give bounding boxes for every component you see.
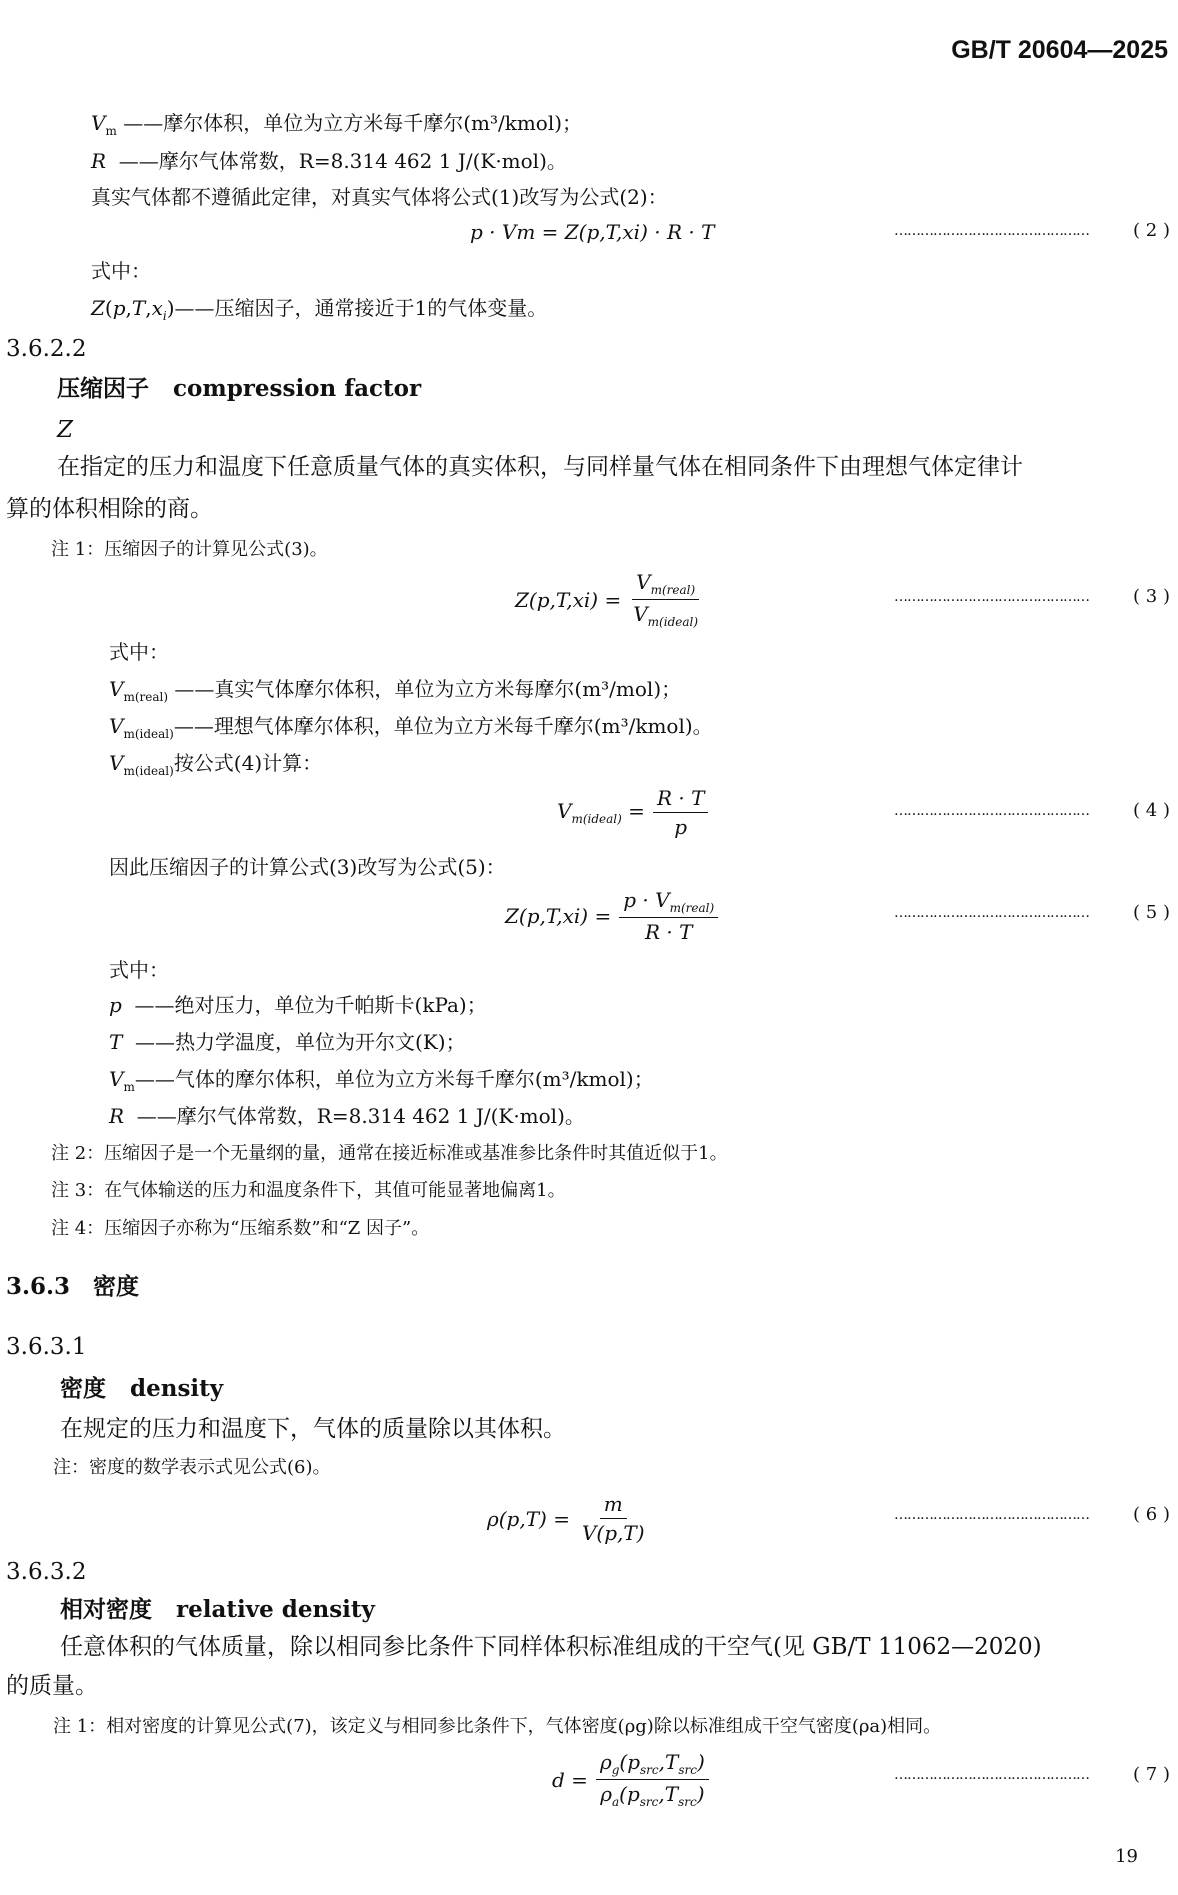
- dot-leader: ………………………………………: [894, 802, 1089, 819]
- symbol-def-vm: $V_m——$气体的摩尔体积，单位为立方米每千摩尔(m³/kmol)；: [109, 1067, 654, 1094]
- note: 注 3：在气体输送的压力和温度条件下，其值可能显著地偏离1。: [51, 1180, 566, 1201]
- equation-denominator: V(p,T): [581, 1521, 645, 1545]
- symbol-def-vm: $V_m$ ——摩尔体积，单位为立方米每千摩尔(m³/kmol)；: [91, 111, 583, 138]
- note: 注：密度的数学表示式见公式(6)。: [53, 1457, 331, 1478]
- section-number: 3.6.3.2: [6, 1559, 87, 1585]
- term-heading: 密度 density: [60, 1375, 224, 1402]
- equation-number: ( 5 ): [1133, 902, 1170, 923]
- equation-number: ( 7 ): [1133, 1764, 1170, 1785]
- definition-cont: 的质量。: [6, 1673, 98, 1699]
- document-id: GB/T 20604—2025: [951, 36, 1168, 64]
- equation-4: $V_{m(ideal)}$ = $\frac{R \cdot T}{p}$: [557, 786, 708, 839]
- symbol-def-vm-ideal: $V_{m(ideal)}——$理想气体摩尔体积，单位为立方米每千摩尔(m³/kmol)。: [109, 714, 713, 741]
- equation-lhs: Z(p,T,xi) =: [515, 587, 622, 612]
- note: 注 1：压缩因子的计算见公式(3)。: [51, 539, 328, 560]
- paragraph: $V_{m(ideal)}$按公式(4)计算：: [109, 751, 323, 778]
- equation-number: ( 6 ): [1133, 1504, 1170, 1525]
- symbol-def-z: $Z(p,T,x_i)——$压缩因子，通常接近于1的气体变量。: [91, 296, 548, 323]
- equation-5-number: [894, 902, 1170, 923]
- definition: 在规定的压力和温度下，气体的质量除以其体积。: [60, 1416, 566, 1442]
- term-heading: 相对密度 relative density: [60, 1596, 375, 1623]
- equation-7: d = $\frac{\rho_g(p_{src},T_{src})}{\rho_a(p_{src},T_{src})}$: [552, 1750, 709, 1809]
- symbol-def-p: p ——绝对压力，单位为千帕斯卡(kPa)；: [109, 993, 487, 1017]
- section-number: 3.6.3.1: [6, 1334, 87, 1360]
- where-label: 式中：: [109, 640, 169, 664]
- symbol-def-r: R ——摩尔气体常数，R=8.314 462 1 J/(K·mol)。: [109, 1104, 585, 1128]
- where-label: 式中：: [109, 958, 169, 982]
- equation-7-number: [894, 1764, 1170, 1785]
- equation-4-number: [894, 800, 1170, 821]
- definition: 任意体积的气体质量，除以相同参比条件下同样体积标准组成的干空气(见 GB/T 11062—2020): [60, 1634, 1042, 1660]
- text: 摩尔气体常数，R=8.314 462 1 J/(K·mol)。: [158, 149, 567, 173]
- equation-lhs: p · Vm: [470, 220, 536, 244]
- term-symbol: Z: [57, 417, 73, 443]
- dot-leader: ………………………………………: [894, 1766, 1089, 1783]
- definition-cont: 算的体积相除的商。: [6, 496, 213, 522]
- equation-rhs: = Z(p,T,xi) · R · T: [541, 220, 715, 244]
- text: 摩尔体积，单位为立方米每千摩尔(m³/kmol)；: [163, 111, 583, 135]
- equation-3-number: [894, 586, 1170, 607]
- note: 注 4：压缩因子亦称为“压缩系数”和“Z 因子”。: [51, 1218, 430, 1239]
- dot-leader: ………………………………………: [894, 222, 1089, 239]
- dot-leader: ………………………………………: [894, 1506, 1089, 1523]
- equation-3: Z(p,T,xi) = $\frac{V_{m(real)}}{V_{m(ideal)}}$: [515, 570, 699, 629]
- term-heading: 压缩因子 compression factor: [57, 375, 422, 402]
- paragraph: 因此压缩因子的计算公式(3)改写为公式(5)：: [109, 855, 506, 879]
- equation-lhs: ρ(p,T) =: [487, 1506, 570, 1531]
- symbol-def-vm-real: $V_{m(real)}$ ——真实气体摩尔体积，单位为立方米每摩尔(m³/mol)；: [109, 677, 682, 704]
- equation-2-number: [894, 220, 1170, 241]
- paragraph: 真实气体都不遵循此定律，对真实气体将公式(1)改写为公式(2)：: [91, 185, 668, 209]
- section-number: 3.6.2.2: [6, 336, 87, 362]
- dot-leader: ………………………………………: [894, 588, 1089, 605]
- equation-6: ρ(p,T) = $\frac{m}{V(p,T)}$: [487, 1492, 649, 1545]
- equation-6-number: [894, 1504, 1170, 1525]
- equation-lhs: Z(p,T,xi) =: [505, 904, 612, 928]
- where-label: 式中：: [91, 259, 151, 283]
- definition: 在指定的压力和温度下任意质量气体的真实体积，与同样量气体在相同条件下由理想气体定律计: [57, 454, 1023, 480]
- note: 注 1：相对密度的计算见公式(7)，该定义与相同参比条件下，气体密度(ρg)除以标准组成干空气密度(ρa)相同。: [53, 1716, 942, 1737]
- equation-number: ( 2 ): [1133, 220, 1170, 241]
- symbol-def-t: T ——热力学温度，单位为开尔文(K)；: [109, 1030, 466, 1054]
- page-number: 19: [1115, 1846, 1138, 1867]
- text: 压缩因子，通常接近于1的气体变量。: [214, 296, 548, 320]
- equation-5: Z(p,T,xi) = $\frac{p \cdot V_{m(real)}}{R \cdot T}$: [505, 888, 718, 944]
- section-heading: 3.6.3 密度: [6, 1273, 140, 1300]
- dot-leader: ………………………………………: [894, 904, 1089, 921]
- equation-number: ( 3 ): [1133, 586, 1170, 607]
- note: 注 2：压缩因子是一个无量纲的量，通常在接近标准或基准参比条件时其值近似于1。: [51, 1143, 728, 1164]
- equation-2: [470, 220, 714, 244]
- equation-number: ( 4 ): [1133, 800, 1170, 821]
- symbol-def-r: R ——摩尔气体常数，R=8.314 462 1 J/(K·mol)。: [91, 149, 567, 173]
